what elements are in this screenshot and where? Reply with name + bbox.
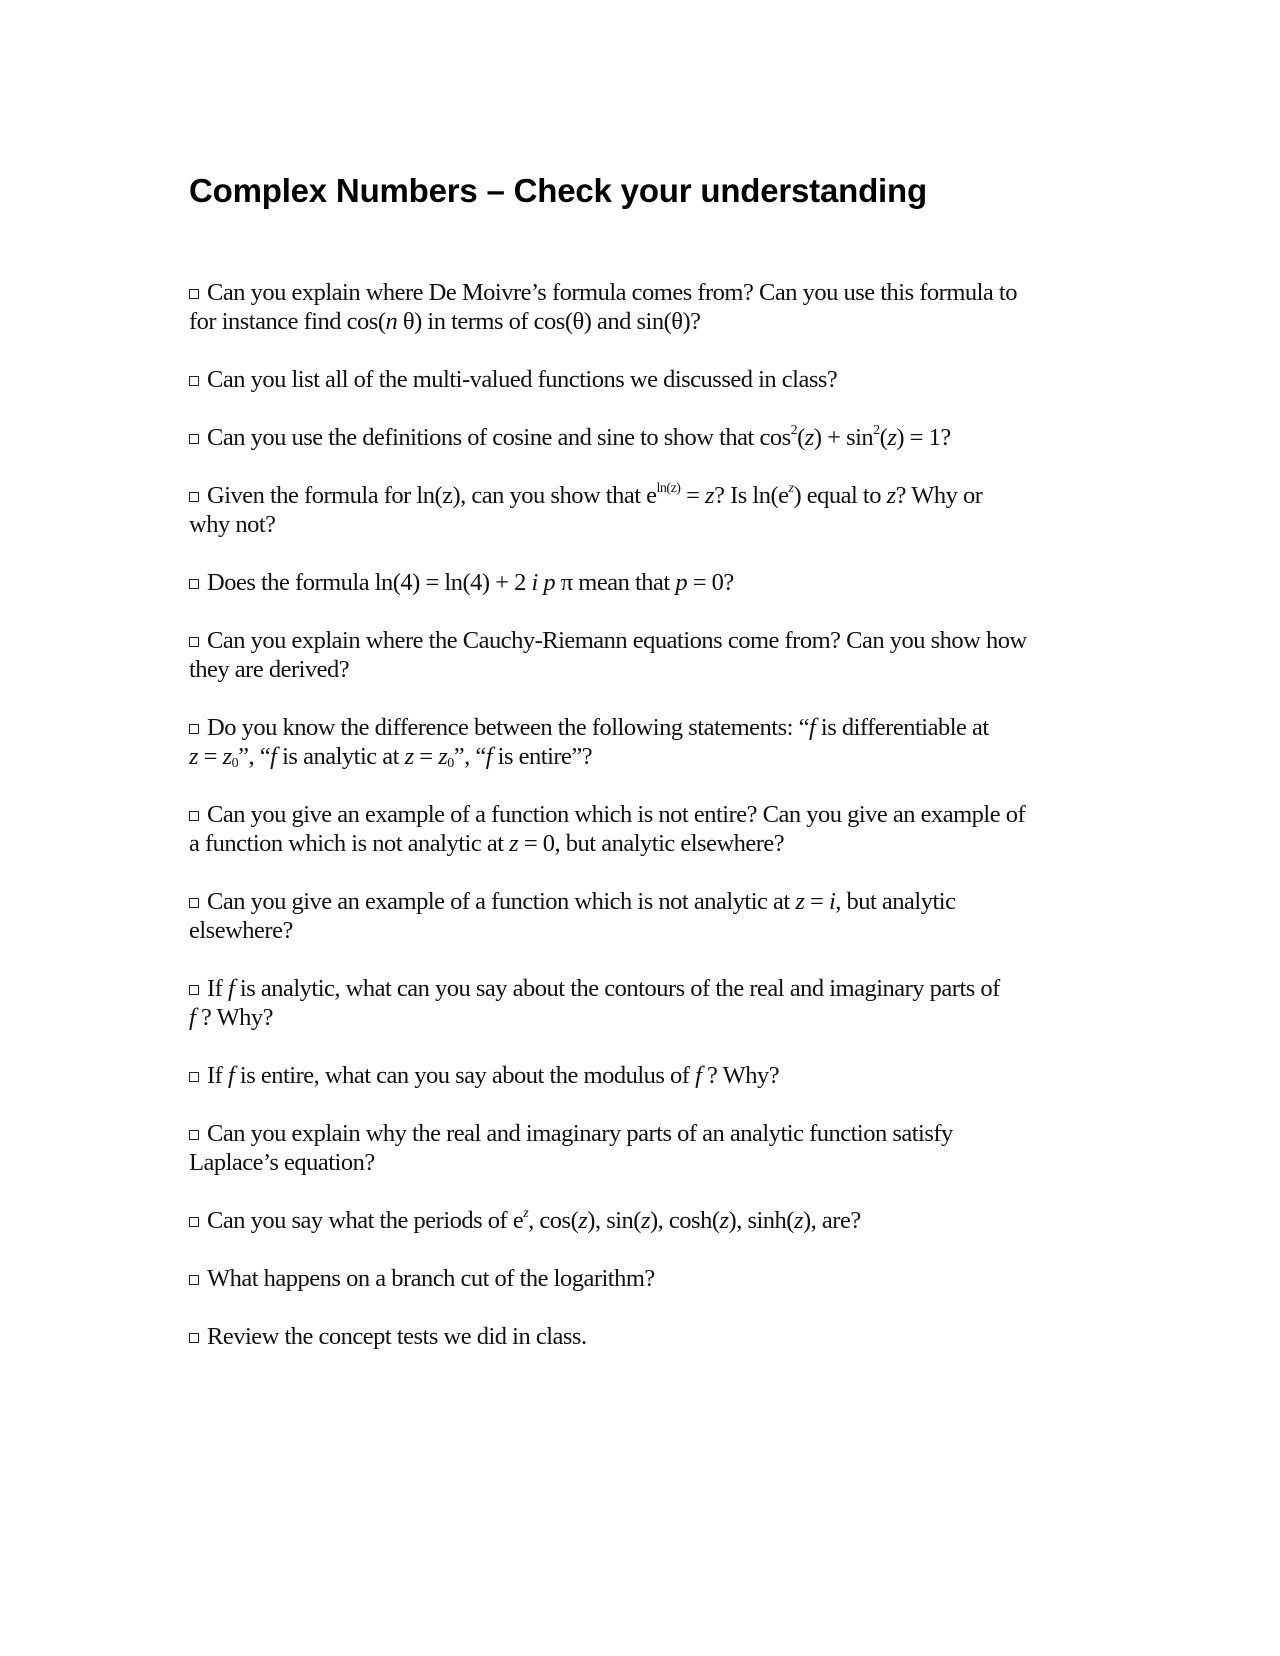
checkbox-icon[interactable] xyxy=(189,289,199,299)
checklist-item-multivalued: Can you list all of the multi-valued functions we discussed in class? xyxy=(189,365,1099,394)
checklist-item-concept-tests: Review the concept tests we did in class. xyxy=(189,1322,1099,1351)
document-title: Complex Numbers – Check your understanding xyxy=(189,172,927,209)
checkbox-icon[interactable] xyxy=(189,376,199,386)
checklist-item-contours: If f is analytic, what can you say about the contours of the real and imaginary parts of f ? Why? xyxy=(189,975,1000,1031)
checklist-item-de-moivre: Can you explain where De Moivre’s formula comes from? Can you use this formula to for instance find cos(n θ) in terms of cos(θ) and sin(θ)? xyxy=(189,279,1017,335)
checkbox-icon[interactable] xyxy=(189,1333,199,1343)
checklist-item-modulus-entire: If f is entire, what can you say about the modulus of f ? Why? xyxy=(189,1061,1099,1090)
checklist-item-cauchy-riemann: Can you explain where the Cauchy-Riemann equations come from? Can you show how they are derived? xyxy=(189,627,1027,683)
checklist-item-laplace: Can you explain why the real and imaginary parts of an analytic function satisfy Laplace’s equation? xyxy=(189,1120,953,1176)
checkbox-icon[interactable] xyxy=(189,1275,199,1285)
checklist xyxy=(189,278,1099,1380)
checkbox-icon[interactable] xyxy=(189,811,199,821)
checkbox-icon[interactable] xyxy=(189,579,199,589)
checkbox-icon[interactable] xyxy=(189,434,199,444)
checkbox-icon[interactable] xyxy=(189,1072,199,1082)
checkbox-icon[interactable] xyxy=(189,898,199,908)
checkbox-icon[interactable] xyxy=(189,637,199,647)
checkbox-icon[interactable] xyxy=(189,724,199,734)
checklist-item-not-entire-example: Can you give an example of a function which is not entire? Can you give an example of a function which is not analytic at z = 0, but analytic elsewhere? xyxy=(189,801,1026,857)
checklist-item-ln-exp: Given the formula for ln(z), can you show that $e^{ln(z)} = z$? Is $\ln(e^z)$ equal to z? Why or why not? xyxy=(189,481,983,538)
checklist-item-cos-sin-identity: Can you use the definitions of cosine and sine to show that $\cos^2(z) + \sin^2(z) = 1$? xyxy=(189,423,1099,452)
checklist-item-branch-cut: What happens on a branch cut of the logarithm? xyxy=(189,1264,1099,1293)
checklist-item-periods: Can you say what the periods of $e^z$, cos(z), sin(z), cosh(z), sinh(z), are? xyxy=(189,1206,1099,1235)
checkbox-icon[interactable] xyxy=(189,492,199,502)
checklist-item-differentiable-analytic-entire: Do you know the difference between the following statements: “f is differentiable at $z = z_0$”, “f is analytic at $z = z_0$”, “f is entire”? xyxy=(189,714,989,771)
checklist-item-not-analytic-at-i: Can you give an example of a function which is not analytic at z = i, but analytic elsewhere? xyxy=(189,888,956,944)
checkbox-icon[interactable] xyxy=(189,1217,199,1227)
checkbox-icon[interactable] xyxy=(189,985,199,995)
checklist-item-ln4: Does the formula ln(4) = ln(4) + 2 i p π mean that p = 0? xyxy=(189,568,1099,597)
checkbox-icon[interactable] xyxy=(189,1130,199,1140)
